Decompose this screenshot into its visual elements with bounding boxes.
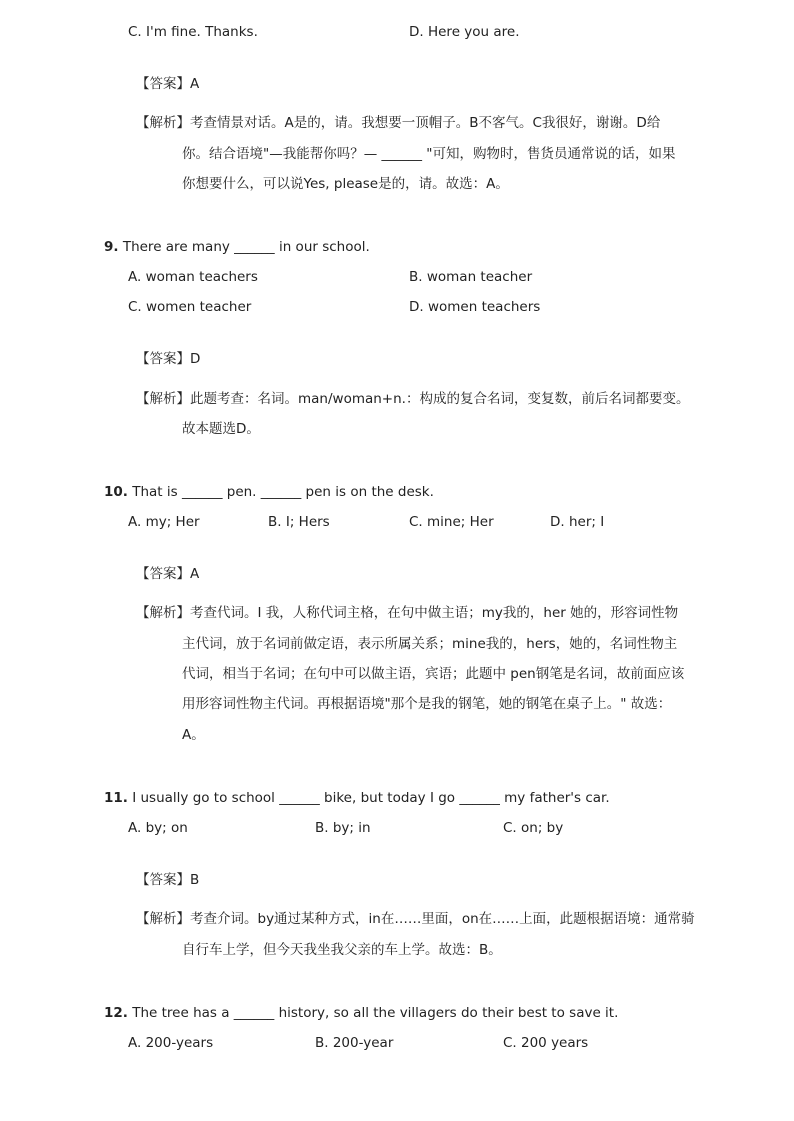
q10-answer — [136, 562, 199, 582]
q12-option-c: C. 200 years — [503, 1035, 589, 1051]
q9-explanation-line: 此题考查：名词。man/woman+n.：构成的复合名词，变复数，前后名词都要变。 — [190, 391, 690, 407]
q12-stem-row — [104, 1005, 618, 1021]
q8-option-c: C. I'm fine. Thanks. — [128, 24, 258, 40]
q9-option-d: D. women teachers — [409, 299, 541, 315]
q8-explanation-label: 【解析】 — [136, 115, 190, 131]
q10-option-b: B. I; Hers — [268, 514, 330, 530]
answer-label: 【答案】 — [136, 351, 190, 367]
answer-value: A — [190, 76, 200, 92]
q10-explanation-label: 【解析】 — [136, 605, 190, 621]
q8-explanation-line: 考查情景对话。A是的，请。我想要一顶帽子。B不客气。C我很好，谢谢。D给 — [190, 115, 661, 131]
q11-option-b: B. by; in — [315, 820, 371, 836]
q11-option-a: A. by; on — [128, 820, 188, 836]
q10-explanation-line: 考查代词。I 我，人称代词主格，在句中做主语；my我的，her 她的，形容词性物 — [190, 605, 679, 621]
question-stem: I usually go to school ______ bike, but today I go ______ my father's car. — [132, 790, 610, 806]
q9-explanation-line: 故本题选D。 — [182, 421, 260, 437]
q9-option-a: A. woman teachers — [128, 269, 258, 285]
q10-explanation-line: 主代词，放于名词前做定语，表示所属关系；mine我的，hers，她的，名词性物主 — [182, 636, 678, 652]
q11-explanation-line: 自行车上学，但今天我坐我父亲的车上学。故选：B。 — [182, 942, 502, 958]
question-number: 11. — [104, 790, 128, 806]
answer-label: 【答案】 — [136, 872, 190, 888]
q8-option-d: D. Here you are. — [409, 24, 520, 40]
q9-answer — [136, 347, 200, 367]
q8-answer — [136, 72, 199, 92]
question-number: 9. — [104, 239, 119, 255]
q12-option-b: B. 200-year — [315, 1035, 394, 1051]
question-number: 10. — [104, 484, 128, 500]
q9-option-c: C. women teacher — [128, 299, 252, 315]
q11-explanation-line: 考查介词。by通过某种方式，in在……里面，on在……上面，此题根据语境：通常骑 — [190, 911, 695, 927]
answer-label: 【答案】 — [136, 76, 190, 92]
q10-option-d: D. her; I — [550, 514, 605, 530]
q10-option-c: C. mine; Her — [409, 514, 494, 530]
q9-stem-row — [104, 239, 370, 255]
q11-answer — [136, 868, 199, 888]
answer-value: B — [190, 872, 200, 888]
q10-explanation-line: 用形容词性物主代词。再根据语境"那个是我的钢笔，她的钢笔在桌子上。" 故选： — [182, 696, 672, 712]
q8-explanation-line: 你。结合语境"—我能帮你吗？— ______ "可知，购物时，售货员通常说的话，如果 — [182, 146, 676, 162]
answer-value: D — [190, 351, 201, 367]
q10-option-a: A. my; Her — [128, 514, 200, 530]
q11-option-c: C. on; by — [503, 820, 564, 836]
answer-label: 【答案】 — [136, 566, 190, 582]
question-number: 12. — [104, 1005, 128, 1021]
q10-explanation-line: 代词，相当于名词；在句中可以做主语，宾语；此题中 pen钢笔是名词，故前面应该 — [182, 666, 685, 682]
question-stem: The tree has a ______ history, so all the villagers do their best to save it. — [132, 1005, 619, 1021]
q9-option-b: B. woman teacher — [409, 269, 533, 285]
q10-stem-row — [104, 484, 434, 500]
q11-stem-row — [104, 790, 610, 806]
answer-value: A — [190, 566, 200, 582]
question-stem: That is ______ pen. ______ pen is on the desk. — [132, 484, 434, 500]
q12-option-a: A. 200-years — [128, 1035, 214, 1051]
question-stem: There are many ______ in our school. — [122, 239, 370, 255]
q9-explanation-label: 【解析】 — [136, 391, 190, 407]
q11-explanation-label: 【解析】 — [136, 911, 190, 927]
q10-explanation-line: A。 — [182, 727, 205, 743]
q8-explanation-line: 你想要什么，可以说Yes, please是的，请。故选：A。 — [182, 176, 509, 192]
